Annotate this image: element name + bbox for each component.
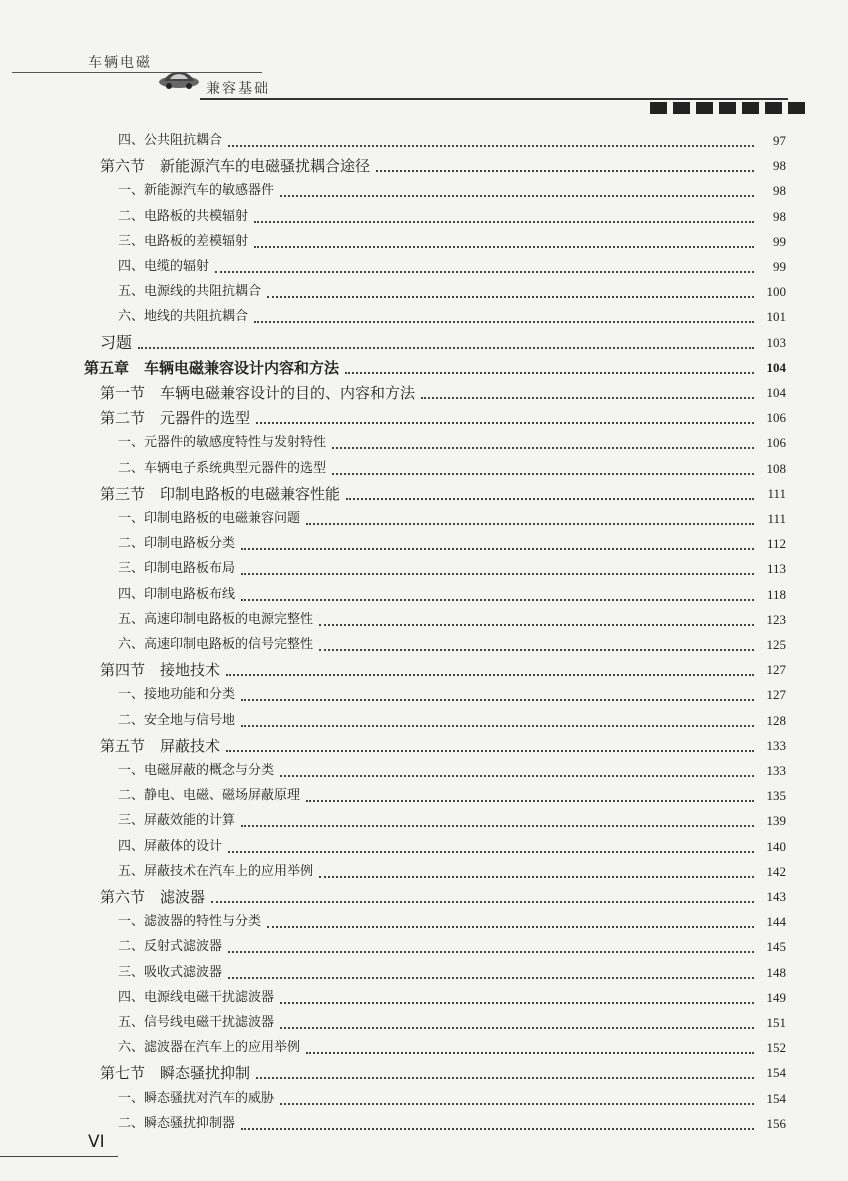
toc-entry	[100, 483, 786, 505]
dot-leader	[254, 320, 754, 323]
toc-entry-label: 六、地线的共阻抗耦合	[118, 309, 249, 325]
toc-entry-page: 113	[766, 561, 786, 577]
toc-entry-label: 五、信号线电磁干扰滤波器	[118, 1015, 275, 1030]
toc-entry-page: 101	[766, 309, 786, 325]
dot-leader	[267, 925, 754, 928]
toc-entry-page: 118	[766, 586, 786, 602]
toc-entry-label: 二、车辆电子系统典型元器件的选型	[118, 460, 327, 476]
page-header	[0, 0, 848, 120]
toc-entry	[118, 936, 786, 958]
dot-leader	[241, 698, 754, 701]
toc-entry-page: 127	[766, 687, 786, 703]
dot-leader	[319, 623, 754, 626]
toc-entry-label: 二、电路板的共模辐射	[118, 208, 249, 224]
dot-leader	[226, 673, 754, 676]
header-rule	[12, 72, 262, 73]
dot-leader	[228, 850, 754, 853]
toc-entry-label: 一、印制电路板的电磁兼容问题	[118, 511, 301, 526]
toc-entry-label: 六、高速印制电路板的信号完整性	[118, 637, 314, 652]
toc-entry-label: 一、新能源汽车的敏感器件	[118, 183, 275, 199]
toc-entry-label: 三、吸收式滤波器	[118, 964, 223, 980]
toc-entry-page: 106	[766, 435, 786, 451]
toc-entry-page: 106	[766, 410, 786, 426]
dot-leader	[241, 1127, 754, 1130]
dot-leader	[267, 295, 754, 298]
toc-entry-label: 四、电源线电磁干扰滤波器	[118, 989, 275, 1005]
toc-entry	[118, 432, 786, 454]
toc-entry	[118, 584, 786, 606]
toc-entry-page: 133	[766, 763, 786, 778]
toc-entry-page: 142	[766, 863, 786, 879]
toc-entry-page: 151	[766, 1015, 786, 1030]
toc-entry	[100, 735, 786, 757]
toc-entry-label: 第一节 车辆电磁兼容设计的目的、内容和方法	[100, 384, 416, 402]
toc-entry-page: 156	[766, 1115, 786, 1131]
toc-entry-page: 133	[766, 737, 786, 753]
toc-entry-page: 154	[766, 1090, 786, 1106]
toc-entry	[118, 609, 786, 631]
toc-entry	[100, 407, 786, 429]
dot-leader	[376, 169, 754, 172]
toc-entry	[118, 1037, 786, 1059]
toc-entry-label: 第二节 元器件的选型	[100, 409, 251, 428]
toc-entry	[118, 836, 786, 858]
dot-leader	[241, 598, 754, 601]
toc-entry-page: 99	[773, 233, 786, 249]
dot-leader	[138, 346, 754, 349]
dot-leader	[306, 1051, 754, 1054]
toc-entry	[118, 180, 786, 202]
toc-entry-page: 98	[773, 208, 786, 224]
toc-entry	[118, 533, 786, 555]
toc-entry-label: 一、瞬态骚扰对汽车的威胁	[118, 1090, 275, 1106]
toc-entry	[118, 558, 786, 580]
toc-entry-label: 三、电路板的差模辐射	[118, 233, 249, 249]
toc-entry-page: 149	[766, 989, 786, 1005]
dot-leader	[256, 421, 754, 424]
dot-leader	[226, 749, 754, 752]
toc-entry-page: 140	[766, 838, 786, 854]
dot-leader	[319, 875, 754, 878]
dot-leader	[280, 1001, 754, 1004]
toc-entry-page: 112	[766, 536, 786, 552]
dot-leader	[280, 194, 754, 197]
toc-entry	[118, 911, 786, 933]
toc-entry-label: 第五章 车辆电磁兼容设计内容和方法	[84, 358, 340, 377]
toc-entry-label: 第六节 新能源汽车的电磁骚扰耦合途径	[100, 157, 371, 176]
toc-entry-label: 二、安全地与信号地	[118, 712, 236, 728]
toc-entry-page: 100	[766, 284, 786, 300]
toc-entry	[118, 206, 786, 228]
toc-entry	[100, 382, 786, 404]
dot-leader	[346, 497, 754, 500]
toc-entry-page: 103	[766, 334, 786, 350]
toc-entry-label: 五、高速印制电路板的电源完整性	[118, 611, 314, 627]
toc-entry-page: 148	[766, 964, 786, 980]
dot-leader	[280, 774, 754, 777]
toc-entry-label: 第七节 瞬态骚扰抑制	[100, 1064, 251, 1083]
toc-entry	[118, 710, 786, 732]
toc-entry-label: 二、瞬态骚扰抑制器	[118, 1115, 236, 1131]
toc-entry	[118, 1012, 786, 1034]
toc-entry	[118, 231, 786, 253]
header-rule-main	[200, 98, 788, 100]
dot-leader	[215, 270, 754, 273]
header-decoration	[650, 102, 805, 114]
toc-entry-page: 97	[773, 133, 786, 148]
toc-entry-label: 二、静电、电磁、磁场屏蔽原理	[118, 788, 301, 804]
dot-leader	[228, 144, 754, 147]
dot-leader	[241, 572, 754, 575]
dot-leader	[228, 976, 754, 979]
toc-entry-page: 123	[766, 611, 786, 627]
toc-entry-label: 三、屏蔽效能的计算	[118, 813, 236, 829]
toc-entry-page: 154	[766, 1065, 786, 1081]
toc-entry-label: 四、屏蔽体的设计	[118, 838, 223, 854]
dot-leader	[332, 446, 754, 449]
toc-entry	[118, 281, 786, 303]
toc-entry-page: 152	[766, 1040, 786, 1056]
toc-entry-label: 四、公共阻抗耦合	[118, 133, 223, 148]
toc-entry-label: 四、电缆的辐射	[118, 259, 210, 274]
toc-entry	[100, 332, 786, 354]
toc-entry-page: 104	[766, 385, 786, 400]
toc-entry-page: 125	[766, 637, 786, 652]
toc-entry	[118, 130, 786, 152]
dot-leader	[241, 724, 754, 727]
toc-entry	[118, 306, 786, 328]
toc-entry	[118, 256, 786, 278]
toc-entry-page: 145	[766, 939, 786, 955]
book-title-part1: 车辆电磁	[88, 55, 152, 71]
dot-leader	[228, 950, 754, 953]
dot-leader	[254, 245, 754, 248]
toc-entry-page: 135	[766, 788, 786, 804]
toc-entry-label: 一、电磁屏蔽的概念与分类	[118, 763, 275, 778]
toc-entry	[118, 508, 786, 530]
toc-entry-page: 139	[766, 813, 786, 829]
toc-entry-label: 第五节 屏蔽技术	[100, 736, 221, 755]
toc-entry-label: 一、元器件的敏感度特性与发射特性	[118, 435, 327, 451]
toc-entry-page: 127	[766, 662, 786, 678]
toc-entry	[118, 962, 786, 984]
dot-leader	[254, 220, 754, 223]
toc-entry	[118, 1113, 786, 1135]
toc-entry	[118, 861, 786, 883]
toc-entry	[100, 659, 786, 681]
toc-entry	[118, 684, 786, 706]
dot-leader	[306, 799, 754, 802]
toc-entry-label: 三、印制电路板布局	[118, 561, 236, 577]
toc-entry	[118, 785, 786, 807]
book-title-part2: 兼容基础	[206, 81, 270, 97]
toc-entry	[118, 1088, 786, 1110]
toc-entry-label: 四、印制电路板布线	[118, 586, 236, 602]
car-logo-icon	[158, 68, 200, 90]
toc-entry-page: 108	[766, 460, 786, 476]
dot-leader	[211, 900, 754, 903]
dot-leader	[306, 522, 754, 525]
dot-leader	[345, 371, 754, 374]
toc-entry	[118, 634, 786, 656]
toc-entry-page: 98	[773, 158, 786, 174]
toc-entry-label: 五、屏蔽技术在汽车上的应用举例	[118, 863, 314, 879]
toc-entry-page: 99	[773, 259, 786, 274]
toc-entry-label: 一、接地功能和分类	[118, 687, 236, 703]
toc-entry-page: 98	[773, 183, 786, 199]
toc-entry-label: 第四节 接地技术	[100, 661, 221, 680]
toc-entry-page: 111	[767, 485, 786, 501]
dot-leader	[241, 824, 754, 827]
page-number: VI	[88, 1132, 105, 1152]
toc-entry-label: 二、反射式滤波器	[118, 939, 223, 955]
dot-leader	[421, 396, 754, 399]
toc-entry	[84, 357, 786, 379]
toc-entry	[100, 1062, 786, 1084]
toc-entry	[118, 987, 786, 1009]
toc-entry-label: 第三节 印制电路板的电磁兼容性能	[100, 484, 341, 503]
dot-leader	[256, 1076, 754, 1079]
toc-entry-label: 习题	[100, 332, 133, 352]
toc-entry	[118, 458, 786, 480]
toc-entry	[100, 155, 786, 177]
dot-leader	[332, 472, 754, 475]
toc-entry-page: 128	[766, 712, 786, 728]
toc-entry-label: 二、印制电路板分类	[118, 536, 236, 552]
toc-entry-page: 111	[767, 511, 786, 526]
toc-entry	[118, 760, 786, 782]
toc-entry-label: 五、电源线的共阻抗耦合	[118, 284, 262, 300]
dot-leader	[280, 1102, 754, 1105]
toc-entry-page: 143	[766, 889, 786, 904]
toc-entry	[118, 810, 786, 832]
dot-leader	[241, 547, 754, 550]
toc-entry-label: 六、滤波器在汽车上的应用举例	[118, 1040, 301, 1056]
toc-entry-label: 第六节 滤波器	[100, 888, 206, 906]
toc-entry-label: 一、滤波器的特性与分类	[118, 914, 262, 930]
toc-entry-page: 104	[766, 359, 786, 375]
toc-entry	[100, 886, 786, 908]
dot-leader	[319, 648, 754, 651]
toc-entry-page: 144	[766, 914, 786, 930]
dot-leader	[280, 1026, 754, 1029]
footer-rule	[0, 1156, 118, 1157]
